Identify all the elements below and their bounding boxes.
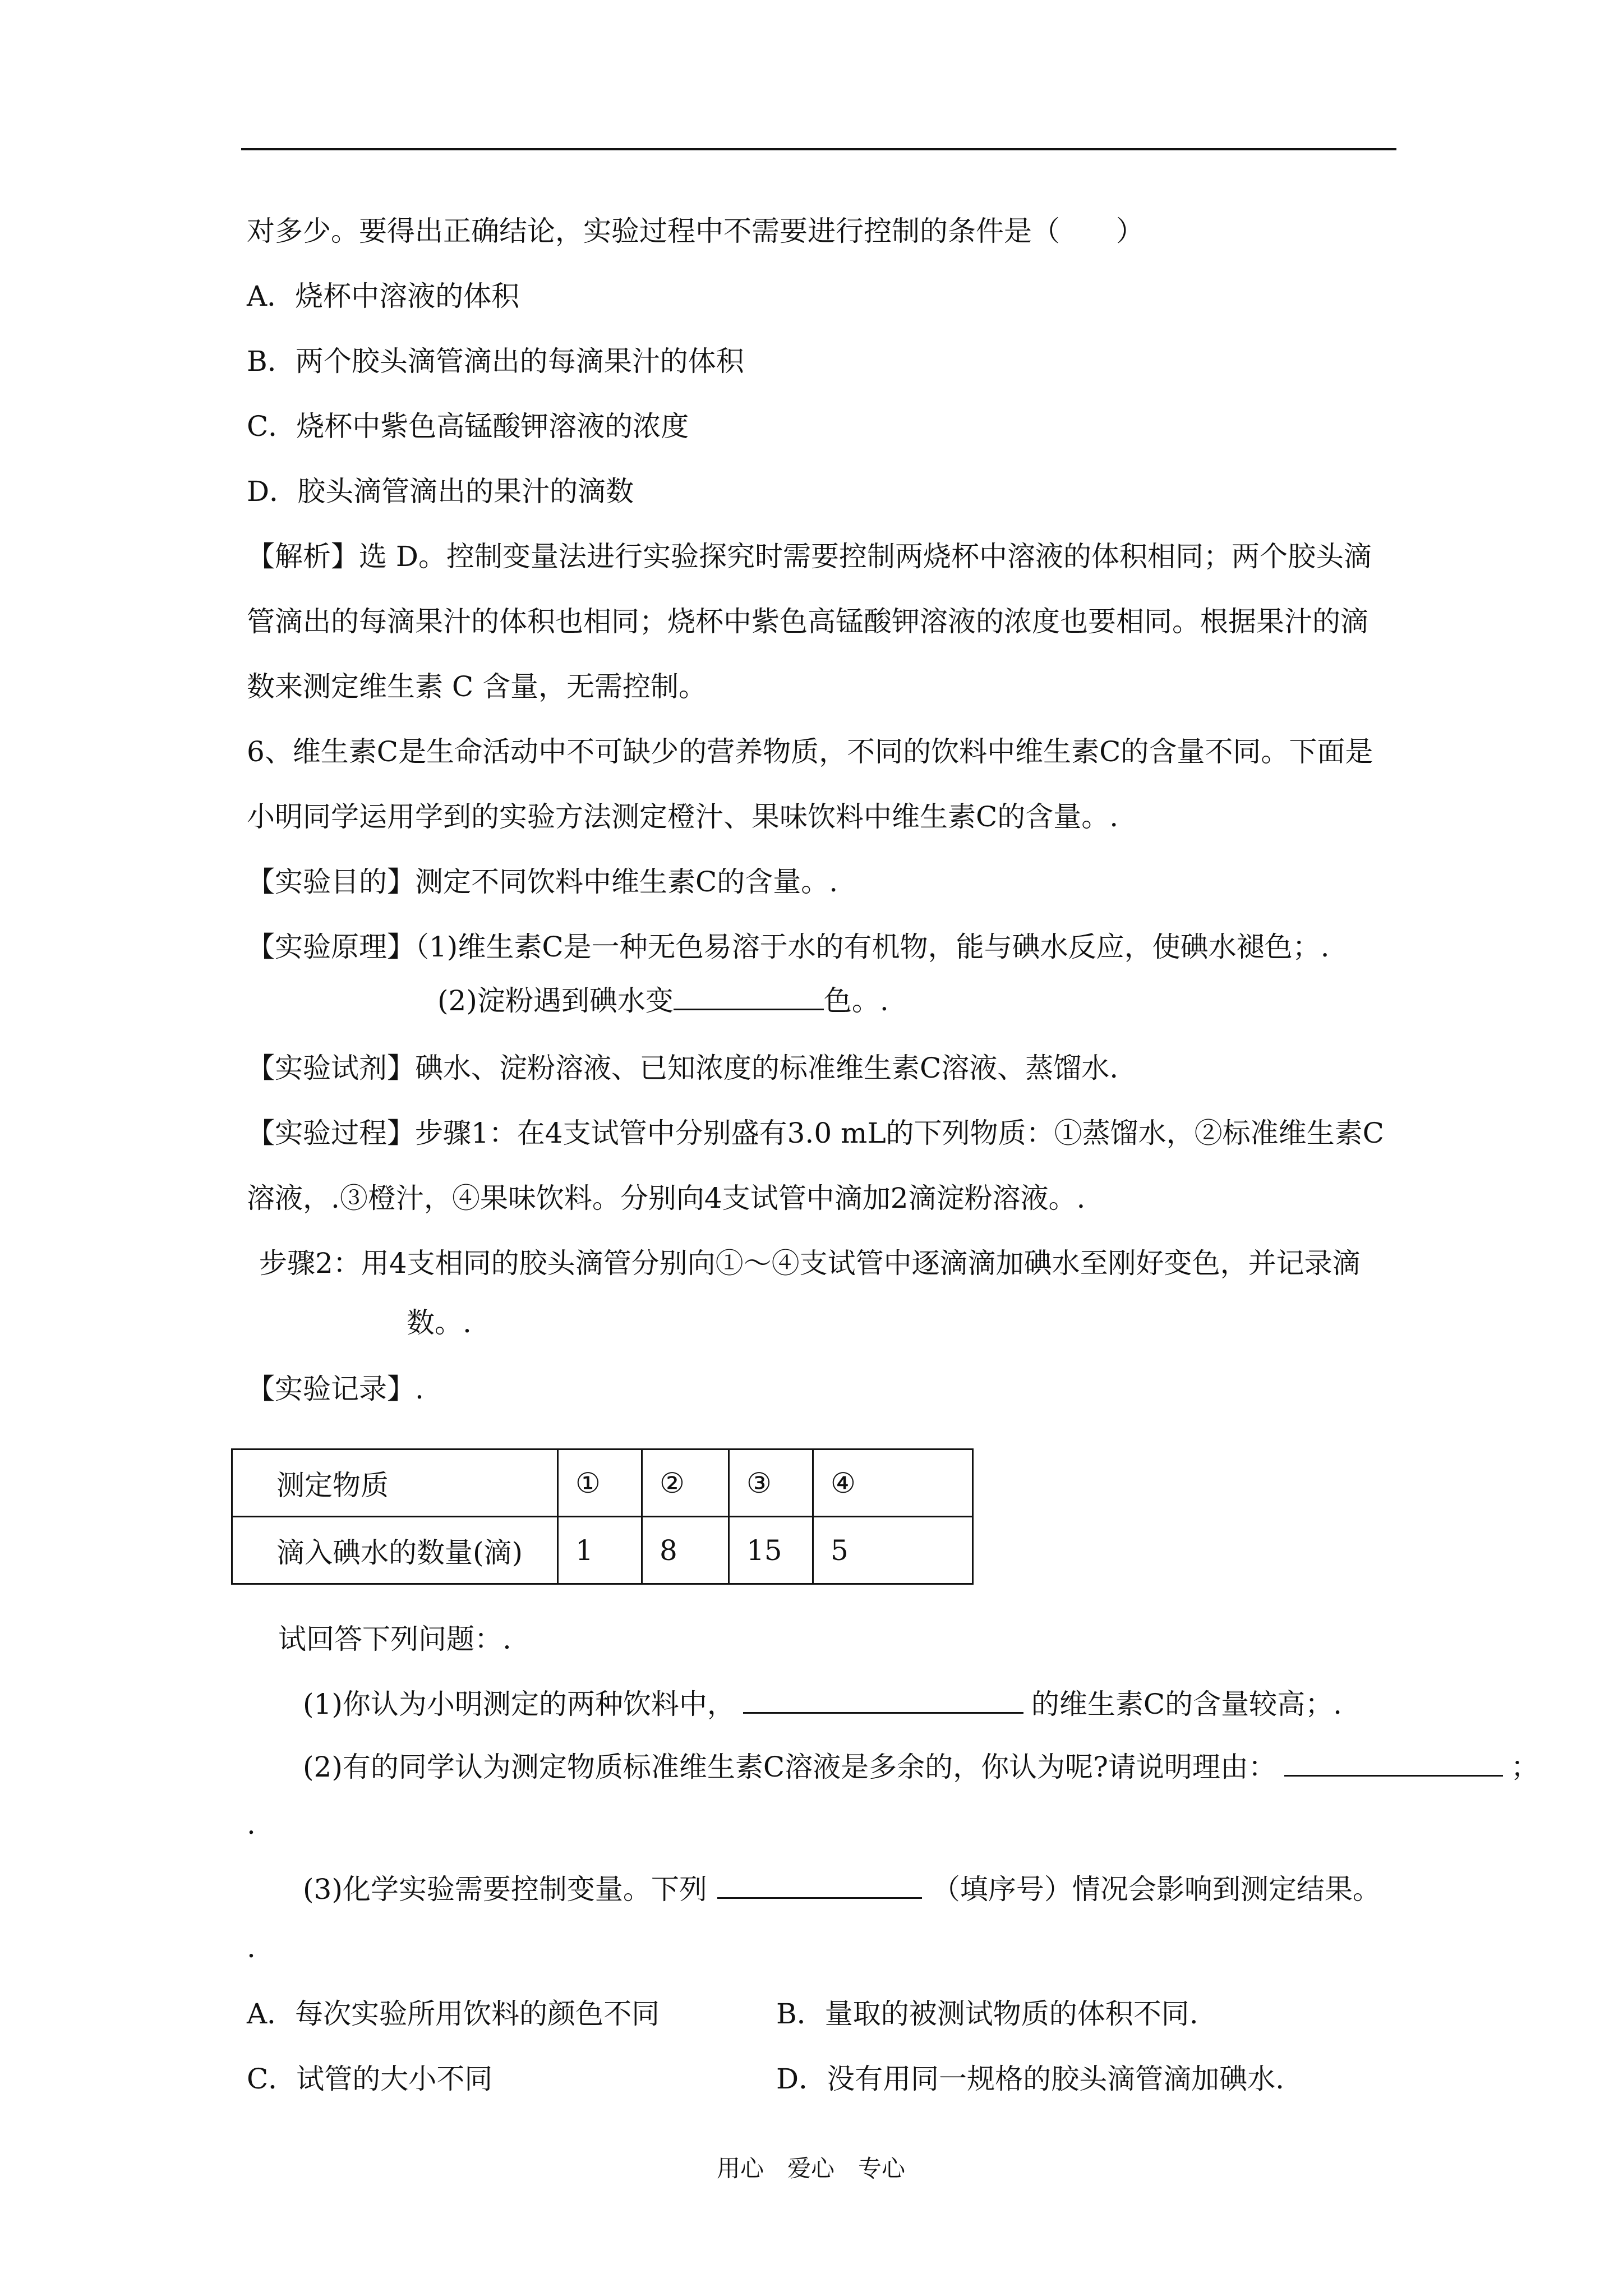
table-row xyxy=(232,1517,973,1584)
record-table xyxy=(231,1448,974,1585)
stray-dot: . xyxy=(247,1931,256,1964)
option-d: D．胶头滴管滴出的果汁的滴数 xyxy=(247,475,634,508)
table-header-cell: ① xyxy=(558,1450,642,1517)
experiment-record-heading: 【实验记录】. xyxy=(247,1373,424,1405)
question-6-line-1: 6、维生素C是生命活动中不可缺少的营养物质，不同的饮料中维生素C的含量不同。下面是 xyxy=(247,735,1373,768)
color-blank[interactable] xyxy=(674,984,824,1010)
sub-question-1-text: (1)你认为小明测定的两种饮料中， xyxy=(303,1688,735,1720)
table-cell: 8 xyxy=(642,1517,729,1584)
choice-c: C．试管的大小不同 xyxy=(247,2063,493,2095)
sub-question-3 xyxy=(303,1872,1381,1906)
principle-text-end: 色。. xyxy=(823,984,889,1017)
step-1-line-2: 溶液，.③橙汁，④果味饮料。分别向4支试管中滴加2滴淀粉溶液。. xyxy=(247,1182,1086,1214)
option-a: A．烧杯中溶液的体积 xyxy=(247,280,520,312)
table-cell: 5 xyxy=(813,1517,973,1584)
sub-question-2 xyxy=(303,1750,1539,1784)
option-b: B．两个胶头滴管滴出的每滴果汁的体积 xyxy=(247,345,744,378)
sub-question-2-text: (2)有的同学认为测定物质标准维生素C溶液是多余的，你认为呢?请说明理由： xyxy=(303,1751,1276,1783)
questions-intro: 试回答下列问题：. xyxy=(278,1623,511,1655)
step-1-line-1: 【实验过程】步骤1：在4支试管中分别盛有3.0 mL的下列物质：①蒸馏水，②标准维生素C xyxy=(247,1117,1384,1149)
table-cell: 15 xyxy=(729,1517,813,1584)
experiment-reagents: 【实验试剂】碘水、淀粉溶液、已知浓度的标准维生素C溶液、蒸馏水. xyxy=(247,1052,1119,1084)
choice-a: A．每次实验所用饮料的颜色不同 xyxy=(247,1998,660,2030)
sub-question-2-end: ； xyxy=(1510,1751,1539,1783)
question-continuation: 对多少。要得出正确结论，实验过程中不需要进行控制的条件是（ ） xyxy=(247,215,1144,247)
stray-dot: . xyxy=(247,1808,256,1841)
table-cell: 滴入碘水的数量(滴) xyxy=(232,1517,558,1584)
principle-line-1: 【实验原理】（1)维生素C是一种无色易溶于水的有机物，能与碘水反应，使碘水褪色；. xyxy=(247,931,1330,963)
choice-d: D．没有用同一规格的胶头滴管滴加碘水. xyxy=(776,2063,1284,2095)
step-2-line-2: 数。. xyxy=(407,1306,472,1339)
answer-blank-1[interactable] xyxy=(743,1687,1023,1714)
experiment-goal: 【实验目的】测定不同饮料中维生素C的含量。. xyxy=(247,866,838,898)
table-row xyxy=(232,1450,973,1517)
analysis-line-3: 数来测定维生素 C 含量，无需控制。 xyxy=(247,670,707,703)
header-rule xyxy=(241,148,1396,150)
analysis-line-2: 管滴出的每滴果汁的体积也相同；烧杯中紫色高锰酸钾溶液的浓度也要相同。根据果汁的滴 xyxy=(247,605,1368,638)
answer-blank-3[interactable] xyxy=(717,1872,922,1899)
question-6-line-2: 小明同学运用学到的实验方法测定橙汁、果味饮料中维生素C的含量。. xyxy=(247,800,1119,833)
table-header-cell: ④ xyxy=(813,1450,973,1517)
table-header-cell: ② xyxy=(642,1450,729,1517)
sub-question-1 xyxy=(303,1687,1342,1721)
principle-text: (2)淀粉遇到碘水变 xyxy=(437,984,674,1017)
table-cell: 1 xyxy=(558,1517,642,1584)
table-header-cell: ③ xyxy=(729,1450,813,1517)
step-2-line-1: 步骤2：用4支相同的胶头滴管分别向①～④支试管中逐滴滴加碘水至刚好变色，并记录滴 xyxy=(259,1247,1361,1280)
page-footer: 用心 爱心 专心 xyxy=(717,2155,906,2182)
sub-question-3-end: （填序号）情况会影响到测定结果。 xyxy=(932,1873,1381,1906)
sub-question-3-text: (3)化学实验需要控制变量。下列 xyxy=(303,1873,707,1906)
analysis-line-1: 【解析】选 D。控制变量法进行实验探究时需要控制两烧杯中溶液的体积相同；两个胶头滴 xyxy=(247,540,1372,573)
choice-b: B．量取的被测试物质的体积不同. xyxy=(776,1998,1198,2030)
sub-question-1-end: 的维生素C的含量较高；. xyxy=(1031,1688,1342,1720)
option-c: C．烧杯中紫色高锰酸钾溶液的浓度 xyxy=(247,410,689,443)
principle-line-2 xyxy=(437,984,889,1018)
answer-blank-2[interactable] xyxy=(1284,1750,1503,1777)
table-header-cell: 测定物质 xyxy=(232,1450,558,1517)
